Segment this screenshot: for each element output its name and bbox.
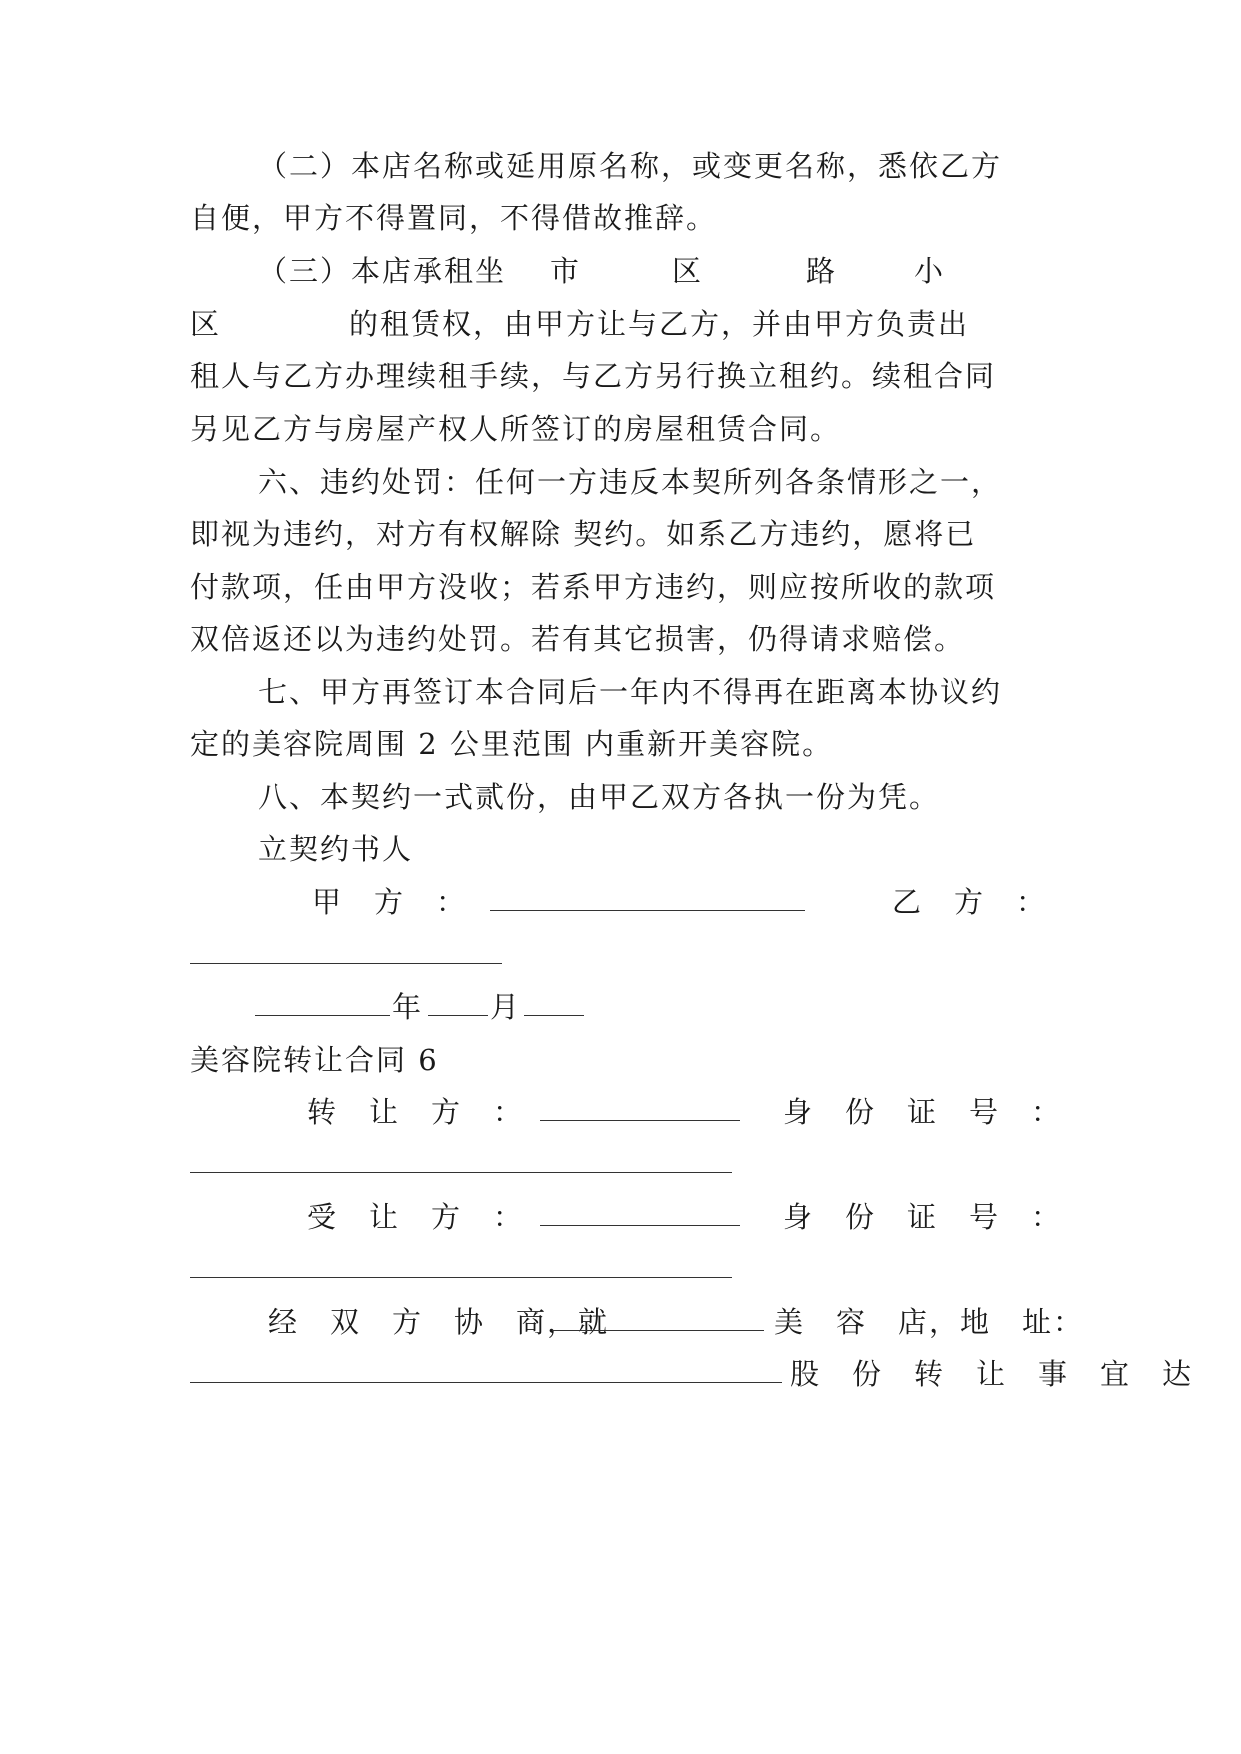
paragraph-word: 区	[672, 254, 704, 288]
address-blank[interactable]	[190, 1382, 782, 1383]
transferor-blank[interactable]	[540, 1120, 740, 1121]
party-b-signature-blank[interactable]	[190, 963, 502, 964]
paragraph-word: 区	[190, 307, 222, 341]
paragraph-word: 市	[550, 254, 582, 288]
paragraph-line: 另见乙方与房屋产权人所签订的房屋租赁合同。	[190, 412, 842, 446]
date-day-blank[interactable]	[524, 1015, 584, 1016]
paragraph-line: 七、甲方再签订本合同后一年内不得再在距离本协议约	[258, 675, 1003, 709]
transferee-blank[interactable]	[540, 1225, 740, 1226]
paragraph-line: 六、违约处罚：任何一方违反本契所列各条情形之一，	[258, 465, 1003, 499]
date-month-blank[interactable]	[428, 1015, 488, 1016]
paragraph-line: 定的美容院周围 2 公里范围 内重新开美容院。	[190, 727, 834, 761]
paragraph-line: 八、本契约一式贰份，由甲乙双方各执一份为凭。	[258, 780, 941, 814]
paragraph-line: 租人与乙方办理续租手续，与乙方另行换立租约。续租合同	[190, 359, 997, 393]
paragraph-word: 路	[806, 254, 838, 288]
contract-title: 美容院转让合同 6	[190, 1043, 439, 1077]
signer-label: 立契约书人	[258, 832, 414, 866]
paragraph-line: 双倍返还以为违约处罚。若有其它损害，仍得请求赔偿。	[190, 622, 966, 656]
transferor-label: 转 让 方 ：	[307, 1095, 525, 1129]
party-a-label: 甲 方 ：	[312, 885, 468, 919]
transferee-id-label: 身 份 证 号 ：	[783, 1200, 1063, 1234]
party-b-label: 乙 方 ：	[892, 885, 1048, 919]
transferee-id-blank[interactable]	[190, 1277, 732, 1278]
shop-name-blank[interactable]	[552, 1330, 764, 1331]
paragraph-line: 自便，甲方不得置同，不得借故推辞。	[190, 201, 718, 235]
paragraph-line: 的租赁权，由甲方让与乙方，并由甲方负责出	[349, 307, 970, 341]
consult-line-shop: 美 容 店，地 址：	[774, 1305, 1085, 1339]
paragraph-line: 即视为违约，对方有权解除 契约。如系乙方违约，愿将已	[190, 517, 977, 551]
paragraph-word: 小	[914, 254, 946, 288]
paragraph-line: （三）本店承租坐	[258, 254, 507, 288]
consult-line-end: 股 份 转 让 事 宜 达	[790, 1357, 1194, 1391]
date-month-label: 月	[490, 990, 522, 1024]
transferor-id-label: 身 份 证 号 ：	[783, 1095, 1063, 1129]
date-year-label: 年	[392, 990, 424, 1024]
consult-line-start: 经 双 方 协 商，就	[268, 1305, 610, 1339]
transferor-id-blank[interactable]	[190, 1172, 732, 1173]
date-year-blank[interactable]	[255, 1015, 390, 1016]
transferee-label: 受 让 方 ：	[307, 1200, 525, 1234]
party-a-signature-blank[interactable]	[490, 910, 805, 911]
paragraph-line: 付款项，任由甲方没收；若系甲方违约，则应按所收的款项	[190, 570, 997, 604]
paragraph-line: （二）本店名称或延用原名称，或变更名称，悉依乙方	[258, 149, 1003, 183]
